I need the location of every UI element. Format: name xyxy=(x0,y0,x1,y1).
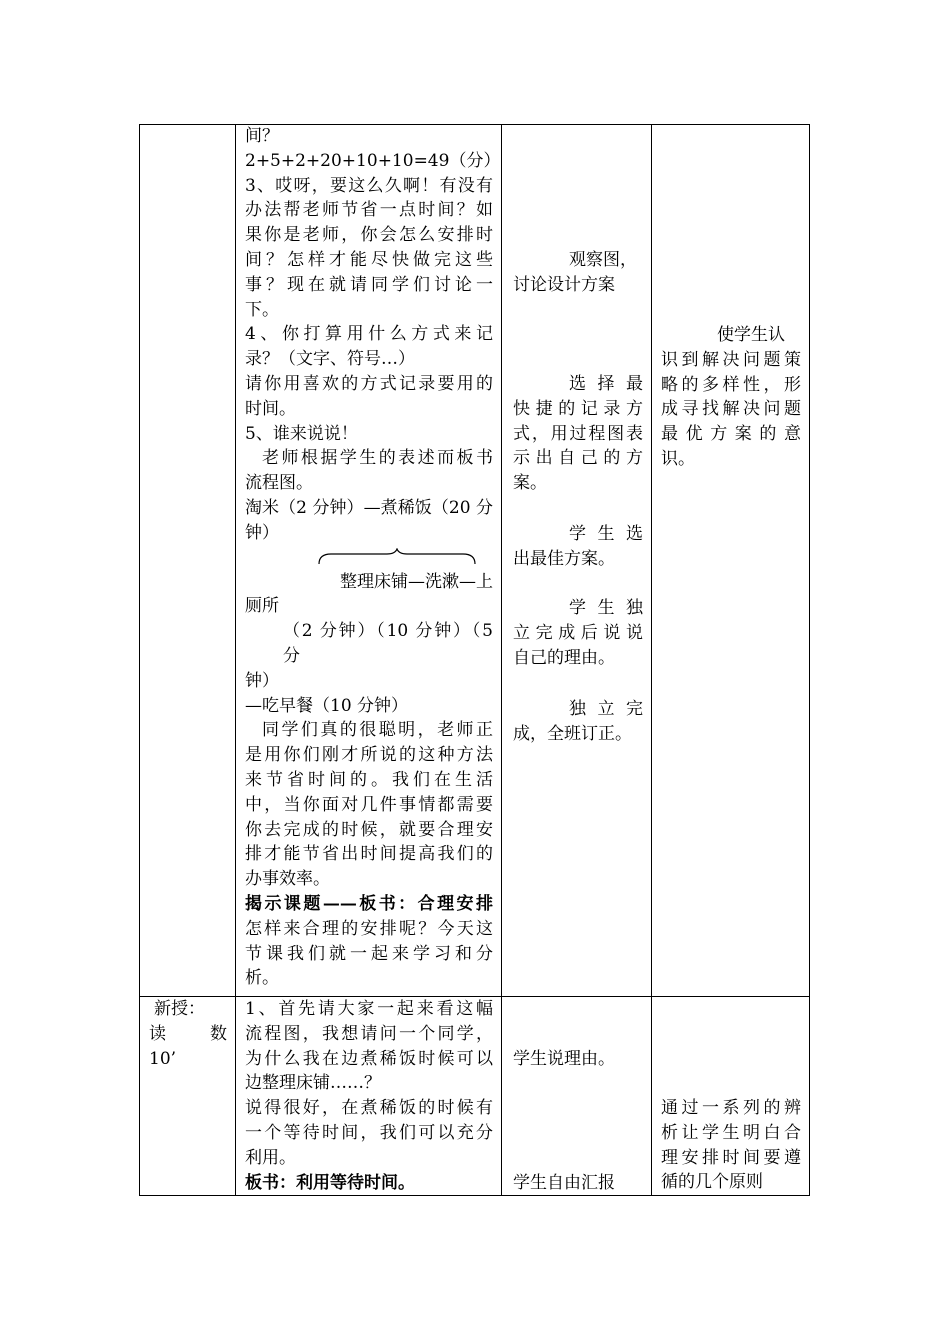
row1-student-activity xyxy=(513,596,643,670)
row2-stage-label xyxy=(149,997,227,1071)
text-line: 中，当你面对几件事情都需要 xyxy=(245,794,493,815)
text-line: 成，全班订正。 xyxy=(513,723,632,744)
text-line: 是用你们刚才所说的这种方法 xyxy=(245,745,493,766)
text-line: 老师根据学生的表述而板书 xyxy=(262,448,493,469)
row2-student-activity xyxy=(513,1047,643,1072)
text-line: 3、哎呀，要这么久啊！有没有 xyxy=(245,175,493,196)
text-line: 间？怎样才能尽快做完这些 xyxy=(245,249,493,270)
text-line: 边整理床铺……？ xyxy=(245,1073,381,1094)
text-line: 识。 xyxy=(661,448,695,469)
text-line: 请你用喜欢的方式记录要用的 xyxy=(245,373,493,394)
text-line: 排才能节省出时间提高我们的 xyxy=(245,844,493,865)
row1-student-activity xyxy=(513,372,643,496)
text-line: 循的几个原则 xyxy=(661,1172,763,1193)
flowchart-line: 厕所 xyxy=(245,596,279,617)
stage-duration: 10’ xyxy=(149,1048,177,1069)
text-line: 略的多样性，形 xyxy=(661,374,801,395)
text-line: 流程图，我想请问一个同学， xyxy=(245,1023,493,1044)
row1-student-activity xyxy=(513,522,643,572)
text-line: 节课我们就一起来学习和分 xyxy=(245,943,493,964)
text-line: 识到解决问题策 xyxy=(661,349,801,370)
row2-design-intent xyxy=(661,1096,801,1195)
lesson-topic-heading: 揭示课题——板书：合理安排 xyxy=(245,893,493,914)
text-line: 学生选 xyxy=(569,524,643,544)
text-line: 示出自己的方 xyxy=(513,448,643,469)
flowchart-line: 钟） xyxy=(245,522,279,543)
text-line: 办事效率。 xyxy=(245,869,330,890)
text-line: 最优方案的意 xyxy=(661,424,801,445)
text-line: 式，用过程图表 xyxy=(513,423,643,444)
stage-subtitle-part: 数 xyxy=(210,1023,227,1044)
text-line: 办法帮老师节省一点时间？如 xyxy=(245,200,493,221)
text-line: 立完成后说说 xyxy=(513,622,643,643)
row1-student-activity xyxy=(513,697,643,747)
flowchart-line: （2 分钟）（10 分钟）（5 分 xyxy=(283,621,493,666)
text-line: 通过一系列的辨 xyxy=(661,1098,801,1118)
column-divider-3 xyxy=(651,124,652,1196)
text-line: 学生独 xyxy=(569,598,643,618)
text-line: 析让学生明白合 xyxy=(661,1122,801,1143)
text-line: 录？（文字、符号…） xyxy=(245,349,415,370)
text-line: 选择最 xyxy=(569,374,643,394)
stage-subtitle-part: 读 xyxy=(149,1023,166,1044)
flowchart-line: 整理床铺—洗漱—上 xyxy=(340,571,493,592)
table-border-left xyxy=(139,124,140,1196)
text-line: 间？ xyxy=(245,126,279,146)
text-line: 出最佳方案。 xyxy=(513,548,615,569)
text-line: 理安排时间要遵 xyxy=(661,1147,801,1168)
row2-teaching-process xyxy=(245,997,493,1195)
text-line: 果你是老师，你会怎么安排时 xyxy=(245,225,493,246)
flowchart-line: —吃早餐（10 分钟） xyxy=(245,695,409,716)
text-line: 一个等待时间，我们可以充分 xyxy=(245,1122,493,1143)
text-line: 讨论设计方案 xyxy=(513,274,615,295)
text-line: 成寻找解决问题 xyxy=(661,399,801,420)
text-line: 同学们真的很聪明，老师正 xyxy=(262,720,493,741)
text-line: 来节省时间的。我们在生活 xyxy=(245,769,493,790)
column-divider-1 xyxy=(235,124,236,1196)
flowchart-line: 淘米（2 分钟）—煮稀饭（20 分 xyxy=(245,497,493,518)
text-line: 使学生认 xyxy=(717,325,785,345)
text-line: 独立完 xyxy=(569,699,643,719)
text-line: 2+5+2+20+10+10=49（分） xyxy=(245,150,501,171)
text-line: 观察图， xyxy=(569,250,637,270)
board-writing-heading: 板书：利用等待时间。 xyxy=(245,1172,415,1193)
text-line: 4、你打算用什么方式来记 xyxy=(245,324,493,345)
curly-brace-icon xyxy=(317,548,477,566)
text-line: 说得很好，在煮稀饭的时候有 xyxy=(245,1098,493,1119)
text-line: 流程图。 xyxy=(245,473,313,494)
text-line: 利用。 xyxy=(245,1147,296,1168)
text-line: 时间。 xyxy=(245,398,296,419)
row2-student-activity xyxy=(513,1171,643,1196)
column-divider-2 xyxy=(501,124,502,1196)
stage-title: 新授： xyxy=(154,999,205,1019)
flowchart-line: 钟） xyxy=(245,670,279,691)
text-line: 析。 xyxy=(245,968,279,989)
text-line: 自己的理由。 xyxy=(513,647,615,668)
text-line: 1、首先请大家一起来看这幅 xyxy=(245,999,493,1019)
text-line: 快捷的记录方 xyxy=(513,398,643,419)
text-line: 案。 xyxy=(513,473,547,494)
row1-teaching-process xyxy=(245,124,501,991)
stage-subtitle xyxy=(149,1022,227,1047)
text-line: 学生说理由。 xyxy=(513,1049,615,1069)
text-line: 事？现在就请同学们讨论一 xyxy=(245,274,493,295)
row1-design-intent xyxy=(661,323,801,472)
table-border-right xyxy=(809,124,810,1196)
text-line: 下。 xyxy=(245,299,279,320)
text-line: 为什么我在边煮稀饭时候可以 xyxy=(245,1048,493,1069)
lesson-plan-table xyxy=(139,124,810,1196)
text-line: 5、谁来说说！ xyxy=(245,423,358,444)
text-line: 你去完成的时候，就要合理安 xyxy=(245,819,493,840)
row1-student-activity xyxy=(513,248,643,298)
text-line: 学生自由汇报 xyxy=(513,1173,615,1193)
text-line: 怎样来合理的安排呢？今天这 xyxy=(245,918,493,939)
